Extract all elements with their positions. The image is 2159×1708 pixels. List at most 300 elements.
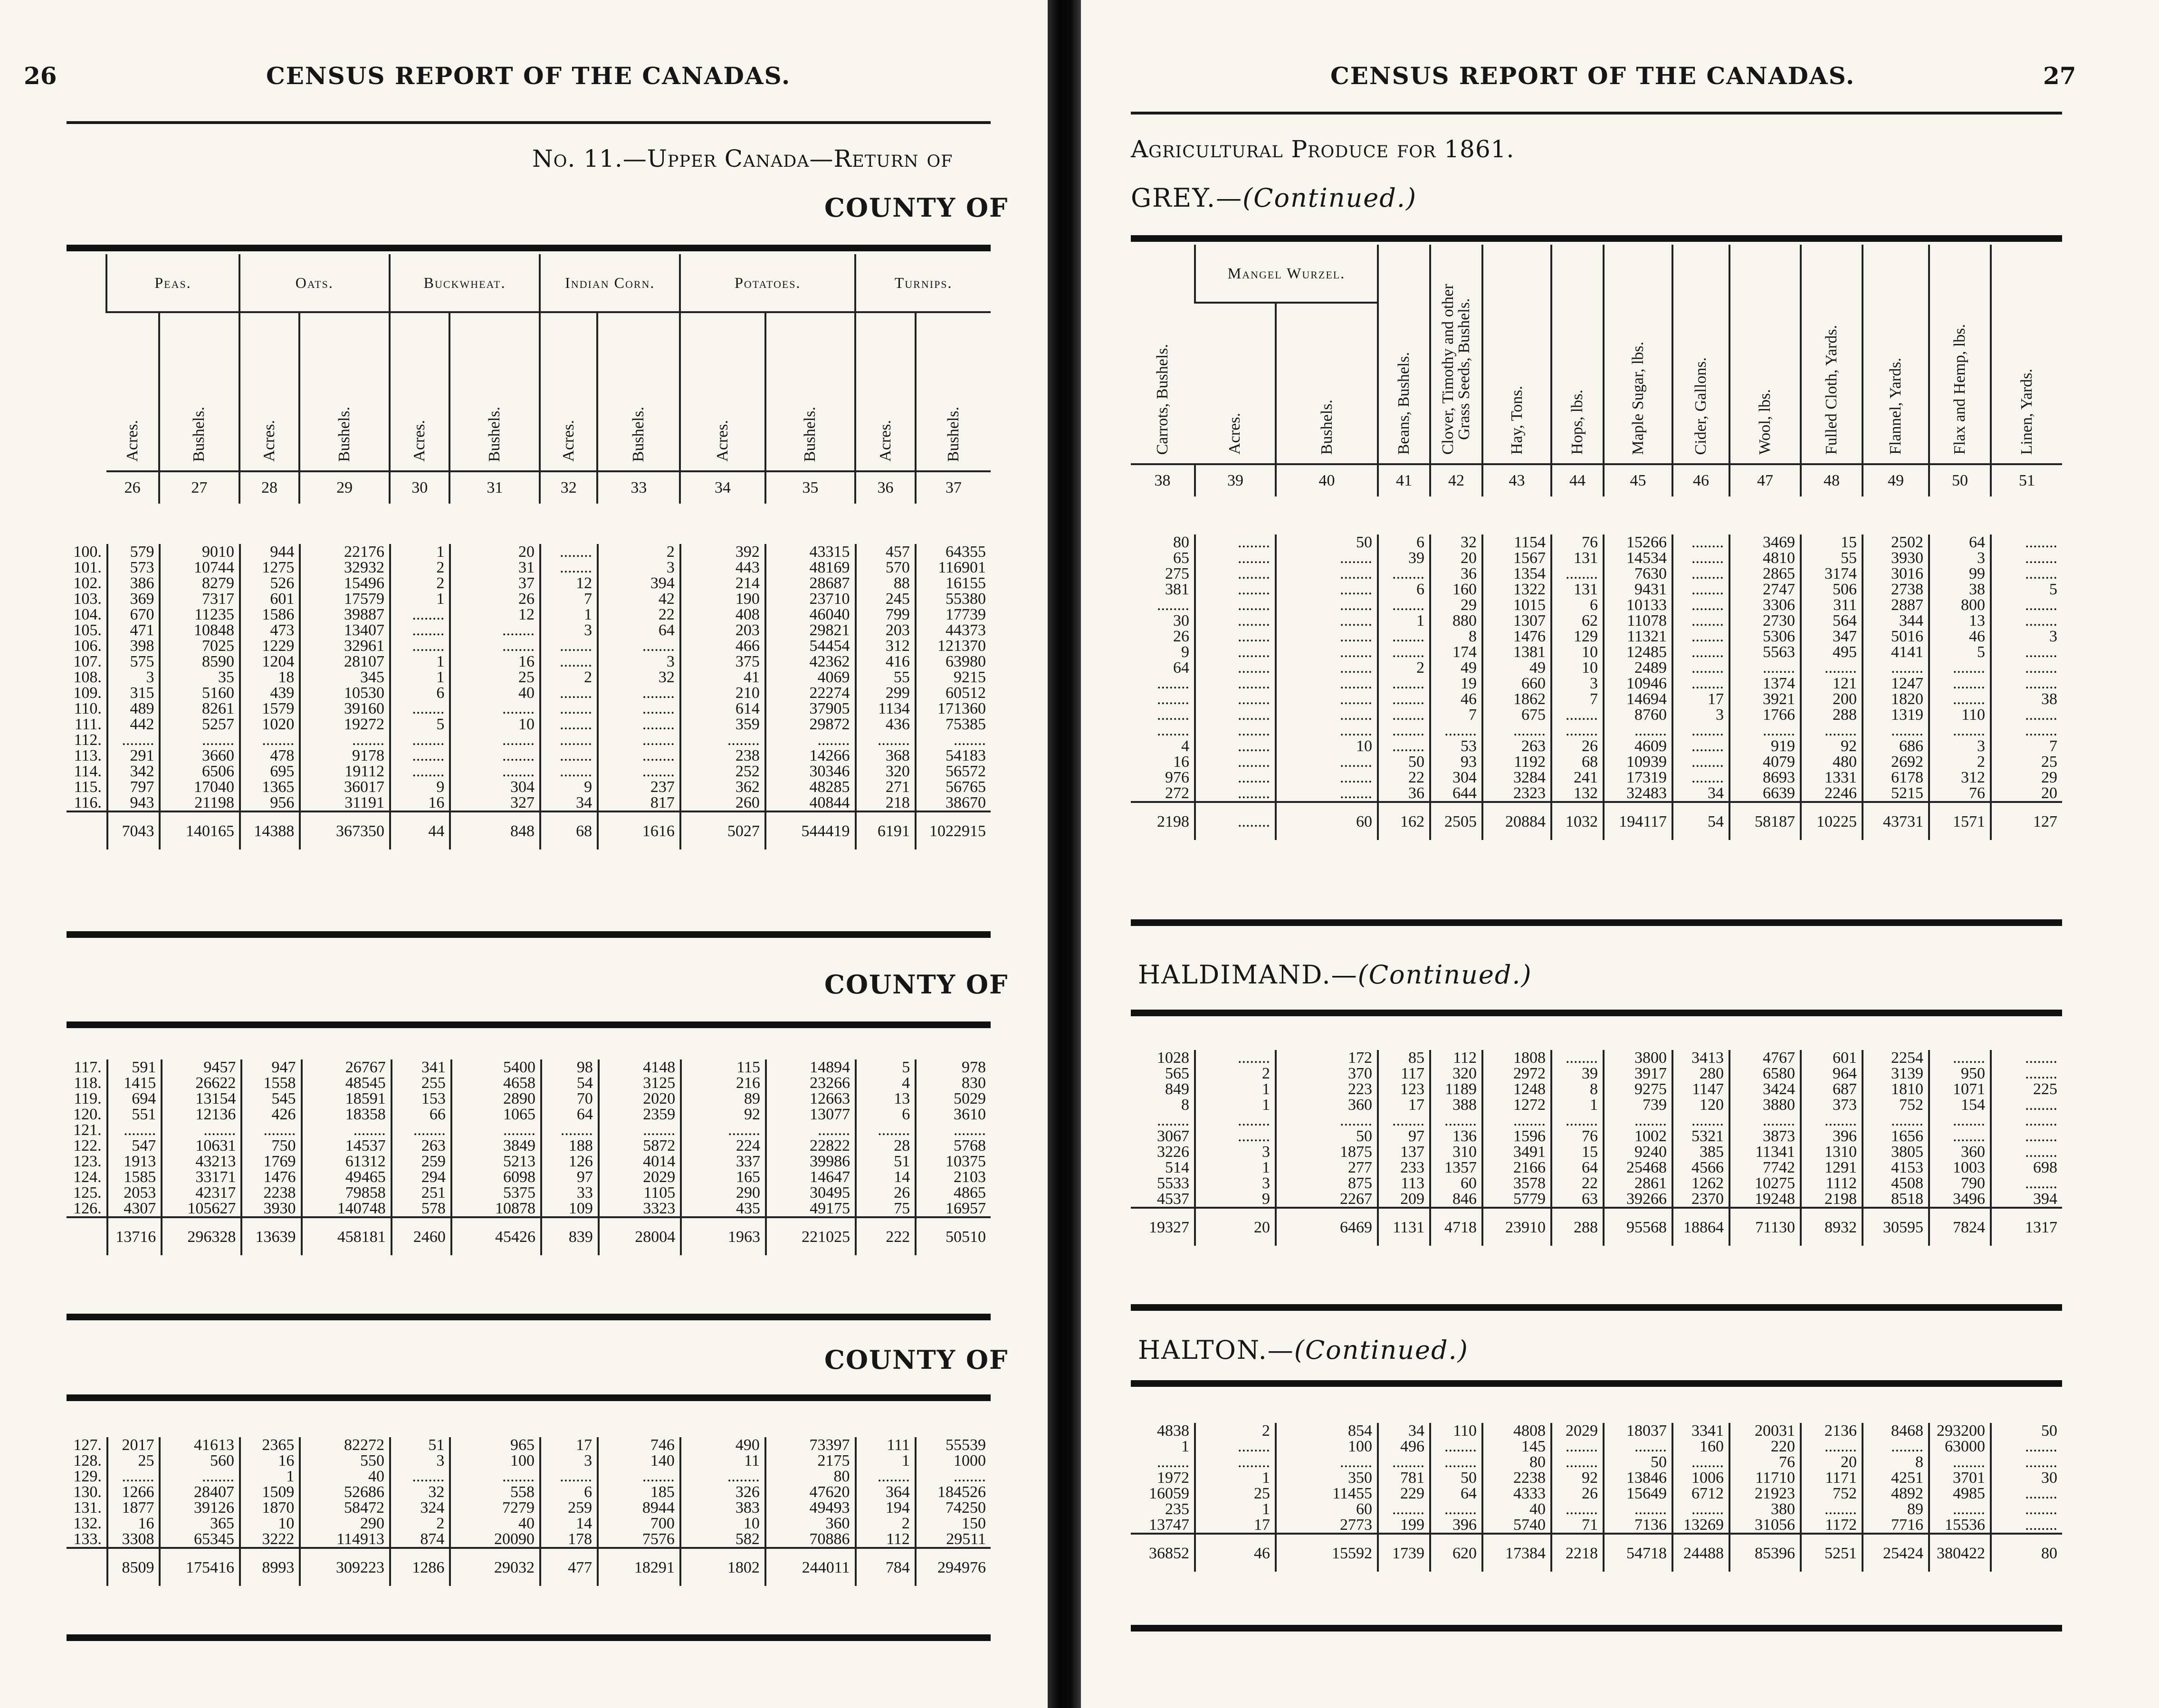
subtitle: Agricultural Produce for 1861. [1131,135,1515,163]
table-cell: 514 [1165,1159,1189,1176]
table-cell: 5563 [1729,644,1801,660]
total-cell: 29032 [450,1548,540,1586]
table-cell: 3174 [1801,566,1863,582]
table-cell: 7317 [160,591,240,607]
sub-header [855,312,916,471]
table-cell: ........ [1378,676,1430,691]
table-cell: 5872 [599,1138,681,1154]
table-cell: 71 [1551,1517,1604,1534]
halton-heading: HALTON. [1138,1335,1268,1365]
table-cell: 185 [598,1484,680,1500]
table-cell: ........ [1801,1439,1863,1454]
table-cell: ........ [598,763,680,779]
table-row [1131,1501,2062,1517]
column-number: 51 [1991,464,2062,496]
table-cell: 4838 [1157,1422,1189,1440]
column-number: 44 [1551,464,1604,496]
table-cell: ........ [390,748,450,763]
table-row [1131,1160,2062,1175]
block2-top-rule [67,1021,991,1028]
table-cell: 39986 [766,1154,856,1169]
table-cell: 10275 [1729,1175,1801,1191]
table-cell: 38 [1929,582,1991,597]
table-cell: 10 [450,716,540,732]
table-cell: 10 [1551,644,1604,660]
table-cell: ........ [1729,1113,1801,1128]
row-number: 109. [73,684,102,702]
table-cell: ........ [1276,597,1378,613]
table-cell: 63000 [1929,1439,1991,1454]
total-cell: 784 [856,1548,916,1586]
table-cell: ........ [1378,738,1430,754]
table-cell: 752 [1863,1097,1929,1113]
table-cell: 184526 [916,1484,991,1500]
table-cell: 2861 [1604,1175,1672,1191]
table-cell: 8279 [160,575,240,591]
table-cell: ........ [1672,723,1729,738]
table-cell: ........ [1276,707,1378,723]
table-cell: 2865 [1729,566,1801,582]
table-cell: 10939 [1604,754,1672,770]
table-cell: ........ [1276,785,1378,802]
table-row [67,1059,991,1075]
table-cell: 19 [1430,676,1482,691]
table-cell: 293200 [1929,1423,1991,1439]
left-page [0,0,1045,1708]
table-cell: 3 [107,669,160,685]
table-cell: 34 [540,795,598,811]
column-number: 42 [1430,464,1482,496]
table-cell: ........ [1991,644,2062,660]
table-cell: 1 [390,544,450,560]
table-cell: 1 [1195,1470,1276,1486]
table-cell: 30495 [766,1185,856,1201]
table-cell: ........ [1276,754,1378,770]
table-cell: 7 [1551,691,1604,707]
table-cell: 21198 [160,795,240,811]
row-number: 132. [73,1515,102,1532]
table-cell: 50 [1604,1454,1672,1470]
table-cell: 14534 [1604,550,1672,566]
table-cell: 63 [1551,1191,1604,1208]
table-cell: ........ [1929,660,1991,676]
table-cell: ........ [1991,1050,2062,1066]
table-cell: 360 [765,1516,856,1531]
table-cell: ........ [598,1469,680,1484]
table-cell: 4609 [1604,738,1672,754]
row-number: 102. [73,574,102,592]
table-cell: 3413 [1672,1050,1729,1066]
table-cell: 25 [107,1453,160,1469]
table-cell: 1476 [1482,629,1551,644]
column-number: 36 [855,471,916,504]
table-cell: ........ [1672,582,1729,597]
table-cell: 6 [1551,597,1604,613]
table-cell: 11710 [1729,1470,1801,1486]
table-row [67,1437,991,1453]
table-cell: ........ [1430,1439,1482,1454]
table-row [1131,785,2062,802]
table-cell: 799 [856,607,916,622]
table-cell: 1381 [1482,644,1551,660]
group-header-oats: Oats. [239,254,390,312]
table-cell: 9215 [916,669,991,685]
table-row [1131,691,2062,707]
total-cell: 1032 [1551,802,1604,840]
table-cell: ........ [1863,660,1929,676]
table-cell: ........ [1157,1112,1189,1129]
table-cell: ........ [1991,1454,2062,1470]
table-cell: 1 [1195,1097,1276,1113]
column-number: 26 [106,471,159,504]
table-cell: 1 [240,1469,300,1484]
table-cell: 46040 [765,607,856,622]
table-cell: 3 [1929,550,1991,566]
table-cell: ........ [1672,644,1729,660]
table-cell: ........ [1672,754,1729,770]
col-header-label: Hops, lbs. [1568,390,1586,455]
table-cell: 1204 [240,654,300,669]
table-cell: 275 [1165,565,1189,582]
table-cell: ........ [1929,1128,1991,1144]
table-cell: 350 [1276,1470,1378,1486]
section-heading-halton: HALTON.—(Continued.) [1138,1335,1469,1365]
table-cell: ........ [1195,723,1276,738]
table-cell: 171360 [916,701,991,716]
table-cell: 752 [1801,1486,1863,1501]
table-cell: 408 [680,607,765,622]
table-cell: 9 [1195,1191,1276,1208]
table-cell: 3 [1991,629,2062,644]
table-cell: 526 [240,575,300,591]
table-cell: ........ [1991,597,2062,613]
table-cell: 2 [1195,1423,1276,1439]
table-cell: 13407 [300,622,390,638]
table-cell: 1415 [107,1075,162,1091]
table-cell: 280 [1672,1066,1729,1081]
table-cell: 129 [1551,629,1604,644]
table-cell: 40844 [765,795,856,811]
table-row [1131,1470,2062,1486]
table-cell: 3 [1929,738,1991,754]
grey-heading: GREY. [1131,183,1216,213]
table-cell: 75385 [916,716,991,732]
table-cell: ........ [1195,738,1276,754]
totals-label-cell [67,1217,107,1255]
table-cell: 220 [1729,1439,1801,1454]
table-cell: 291 [107,748,160,763]
total-cell: 18864 [1672,1208,1729,1246]
table-cell: ........ [680,1469,765,1484]
table-cell: 1291 [1801,1160,1863,1175]
table-cell: 551 [107,1107,162,1122]
table-cell: 1192 [1482,754,1551,770]
table-cell: ........ [1991,1097,2062,1113]
row-number: 107. [73,653,102,670]
table-cell: 22822 [766,1138,856,1154]
table-cell: ........ [1863,1439,1929,1454]
table-cell: 98 [541,1059,599,1075]
table-row [67,1484,991,1500]
total-cell: 24488 [1672,1534,1729,1572]
table-cell: ........ [1195,644,1276,660]
table-cell: 4892 [1863,1486,1929,1501]
table-cell: 9 [1181,643,1189,661]
table-cell: ........ [390,638,450,654]
table-cell: 943 [107,795,160,811]
sub-header [299,312,390,471]
table-cell: 54 [541,1075,599,1091]
table-cell: 131 [1551,550,1604,566]
table-cell: 15649 [1604,1486,1672,1501]
table-cell: ........ [1729,723,1801,738]
column-number: 48 [1801,464,1863,496]
running-head-left: CENSUS REPORT OF THE CANADAS. [266,62,791,90]
table-cell: 10 [680,1516,765,1531]
table-cell: 3284 [1482,770,1551,785]
table-cell: ........ [1276,629,1378,644]
group-header-peas: Peas. [106,254,239,312]
table-cell: 111 [856,1437,916,1453]
table-cell: ........ [160,1469,240,1484]
table-cell: 392 [680,544,765,560]
table-cell: ........ [450,748,540,763]
table-cell: 5 [1991,582,2062,597]
table-cell: 3849 [451,1138,541,1154]
table-cell: ........ [1929,1050,1991,1066]
table-row [67,748,991,763]
table-cell: ........ [450,732,540,748]
table-cell: 88 [856,575,916,591]
table-cell: 25 [1195,1486,1276,1501]
table-cell: 13269 [1672,1517,1729,1534]
table-row [67,622,991,638]
table-cell: ........ [1672,738,1729,754]
table-cell: 675 [1482,707,1551,723]
total-cell: 380422 [1929,1534,1991,1572]
table-cell: 2020 [599,1091,681,1107]
table-cell: 1154 [1482,534,1551,550]
table-cell: 5306 [1729,629,1801,644]
table-cell: ........ [1430,1454,1482,1470]
total-cell: 95568 [1604,1208,1672,1246]
table-cell: 1 [1195,1160,1276,1175]
table-cell: ........ [680,732,765,748]
table-cell: 259 [392,1154,451,1169]
table-cell: 43315 [765,544,856,560]
table-cell: 1248 [1482,1081,1551,1097]
sub-header-label: Bushels. [801,406,819,462]
table-cell: 919 [1729,738,1801,754]
block3-bottom-rule [67,1634,991,1641]
table-cell: 312 [1929,770,1991,785]
table-cell: ........ [766,1122,856,1138]
table-cell: 73397 [765,1437,856,1453]
row-number: 133. [73,1530,102,1548]
table-cell: 312 [856,638,916,654]
table-cell: 16059 [1149,1485,1189,1502]
table-cell: 3 [540,1453,598,1469]
table-cell: 30346 [765,763,856,779]
table-row [67,1169,991,1185]
table-cell: ........ [1672,660,1729,676]
table-row [67,685,991,701]
table-cell: 34 [1378,1423,1430,1439]
table-cell: 116901 [916,560,991,575]
left-block-3-table [67,1437,991,1586]
table-cell: 2365 [240,1437,300,1453]
table-cell: 368 [856,748,916,763]
column-number: 49 [1863,464,1929,496]
table-cell: 299 [856,685,916,701]
table-cell: ........ [765,732,856,748]
column-number: 33 [597,471,680,504]
table-cell: 8 [1863,1454,1929,1470]
table-cell: 3323 [599,1201,681,1217]
table-cell: 28107 [300,654,390,669]
table-cell: ........ [916,732,991,748]
table-cell: 3341 [1672,1423,1729,1439]
table-cell: 8 [1181,1096,1189,1114]
col-header-hay [1482,245,1551,464]
table-cell: 43213 [162,1154,241,1169]
table-cell: 2 [390,560,450,575]
table-cell: 1365 [240,779,300,795]
table-cell: 10878 [451,1201,541,1217]
table-row [67,1453,991,1469]
table-cell: 375 [680,654,765,669]
table-cell: 52686 [300,1484,390,1500]
table-row [1131,1066,2062,1081]
table-row [67,591,991,607]
table-cell: 495 [1801,644,1863,660]
table-cell: 233 [1378,1160,1430,1175]
table-cell: ........ [1378,723,1430,738]
total-cell: 8509 [107,1548,160,1586]
table-cell: 29511 [916,1531,991,1548]
table-cell: 496 [1378,1439,1430,1454]
table-cell: ........ [1929,1113,1991,1128]
table-cell: ........ [1430,1113,1482,1128]
table-cell: 3139 [1863,1066,1929,1081]
county-heading-2: COUNTY OF [824,969,1009,1000]
table-cell: 1003 [1929,1160,1991,1175]
table-cell: 1015 [1482,597,1551,613]
table-cell: 160 [1430,582,1482,597]
sub-header-label: Acres. [559,420,577,462]
table-cell: 4767 [1729,1050,1801,1066]
sub-header [239,312,300,471]
table-cell: ........ [1991,676,2062,691]
table-row [67,607,991,622]
table-cell: ........ [1801,1501,1863,1517]
table-cell: ........ [390,607,450,622]
table-cell: 1 [1195,1501,1276,1517]
table-cell: 64 [1551,1160,1604,1175]
table-cell: 2017 [107,1437,160,1453]
table-cell: 16 [450,654,540,669]
table-row [67,638,991,654]
table-cell: 700 [598,1516,680,1531]
table-cell: ........ [1672,597,1729,613]
table-cell: 35 [160,669,240,685]
table-cell: 1310 [1801,1144,1863,1160]
table-cell: ........ [1929,676,1991,691]
table-cell: 3 [1195,1144,1276,1160]
group-header-indian-corn: Indian Corn. [540,254,680,312]
table-cell: 19272 [300,716,390,732]
total-cell: 620 [1430,1534,1482,1572]
total-cell: 6469 [1276,1208,1378,1246]
table-cell: ........ [1672,1501,1729,1517]
table-cell: 1331 [1801,770,1863,785]
table-cell: ........ [1276,566,1378,582]
table-cell: 1 [1551,1097,1604,1113]
table-cell: 154 [1929,1097,1991,1113]
table-cell: 560 [160,1453,240,1469]
table-cell: 113 [1378,1175,1430,1191]
table-cell: 65345 [160,1531,240,1548]
total-cell: 54 [1672,802,1729,840]
table-row [67,1122,991,1138]
col-header-hops [1551,245,1604,464]
table-cell: 547 [107,1138,162,1154]
col-header-label: Wool, lbs. [1756,389,1774,455]
sub-header [159,312,239,471]
table-cell: 315 [107,685,160,701]
table-cell: 10133 [1604,597,1672,613]
total-cell: 222 [856,1217,916,1255]
table-cell: 55 [1801,550,1863,566]
table-cell: 3578 [1482,1175,1551,1191]
table-cell: 6 [540,1484,598,1500]
table-row [1131,1144,2062,1160]
table-cell: 4307 [107,1201,162,1217]
table-cell: 7 [540,591,598,607]
table-cell: 29872 [765,716,856,732]
table-cell: 3873 [1729,1128,1801,1144]
table-cell: 7 [1991,738,2062,754]
grey-continued: (Continued.) [1242,183,1417,213]
table-cell: 6580 [1729,1066,1801,1081]
table-cell: 19248 [1729,1191,1801,1208]
table-cell: 16 [390,795,450,811]
table-cell: 26 [450,591,540,607]
table-row [67,1107,991,1122]
column-number: 28 [239,471,300,504]
table-cell: ........ [1378,1113,1430,1128]
table-cell: 15 [1801,534,1863,550]
table-cell: ........ [1991,534,2062,550]
table-cell: 55380 [916,591,991,607]
table-cell: ........ [1551,1050,1604,1066]
table-cell: ........ [1991,1066,2062,1081]
table-row [1131,1128,2062,1144]
table-cell: 5016 [1863,629,1929,644]
table-cell: 126 [541,1154,599,1169]
table-cell: 150 [916,1516,991,1531]
table-cell: ........ [1672,770,1729,785]
table-cell: 82272 [300,1437,390,1453]
table-cell: 11078 [1604,613,1672,629]
table-row [67,779,991,795]
table-cell: 25468 [1604,1160,1672,1175]
left-table-header [67,254,991,504]
totals-row [1131,1534,2062,1572]
table-cell: 1147 [1672,1081,1729,1097]
table-cell: 4566 [1672,1160,1729,1175]
table-cell: ........ [540,732,598,748]
